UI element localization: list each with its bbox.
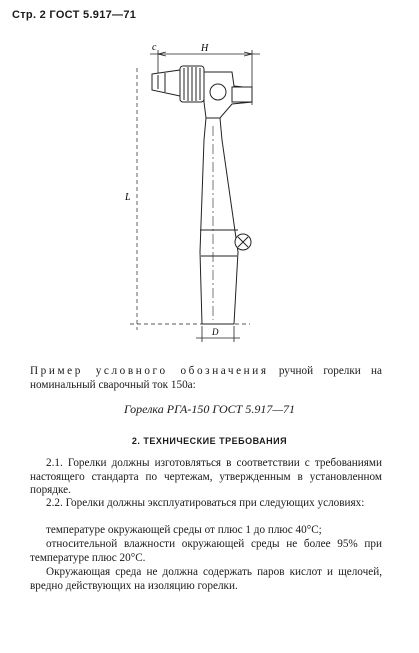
dim-h-label: H (201, 43, 209, 54)
section-title: 2. ТЕХНИЧЕСКИЕ ТРЕБОВАНИЯ (131, 436, 288, 446)
paragraph-2-2: 2.2. Горелки должны эксплуатироваться при следующих условиях: (46, 497, 365, 509)
torch-handle (200, 118, 238, 324)
torch-switch (235, 234, 251, 250)
paragraph-2-1: 2.1. Горелки должны изготовляться в соответствии с требованиями настоящего стандарта по чертежам, утвержденным в установленном порядке. (30, 457, 382, 496)
example-rest: ручной горелки на номинальный сварочный ток 150а: (30, 365, 382, 391)
example-spaced: Пример условного обозначения (30, 365, 269, 377)
torch-drawing (0, 30, 419, 350)
dim-d-label: D (212, 327, 219, 337)
paragraph-environment: Окружающая среда не должна содержать паров кислот и щелочей, вредно действующих на изоляцию горелки. (30, 566, 382, 592)
dim-c-label: c (152, 42, 157, 53)
page-header: Стр. 2 ГОСТ 5.917—71 (12, 9, 137, 21)
designation: Горелка РГА-150 ГОСТ 5.917—71 (123, 402, 296, 416)
condition-temperature: температуре окружающей среды от плюс 1 до плюс 40°С; (46, 524, 322, 536)
torch-nut (180, 66, 204, 102)
condition-humidity: относительной влажности окружающей среды не более 95% при температуре плюс 20°С. (30, 538, 382, 564)
torch-nozzle (152, 70, 180, 96)
torch-head (204, 72, 252, 118)
example-paragraph (30, 364, 382, 392)
dim-l-label: L (125, 192, 131, 203)
